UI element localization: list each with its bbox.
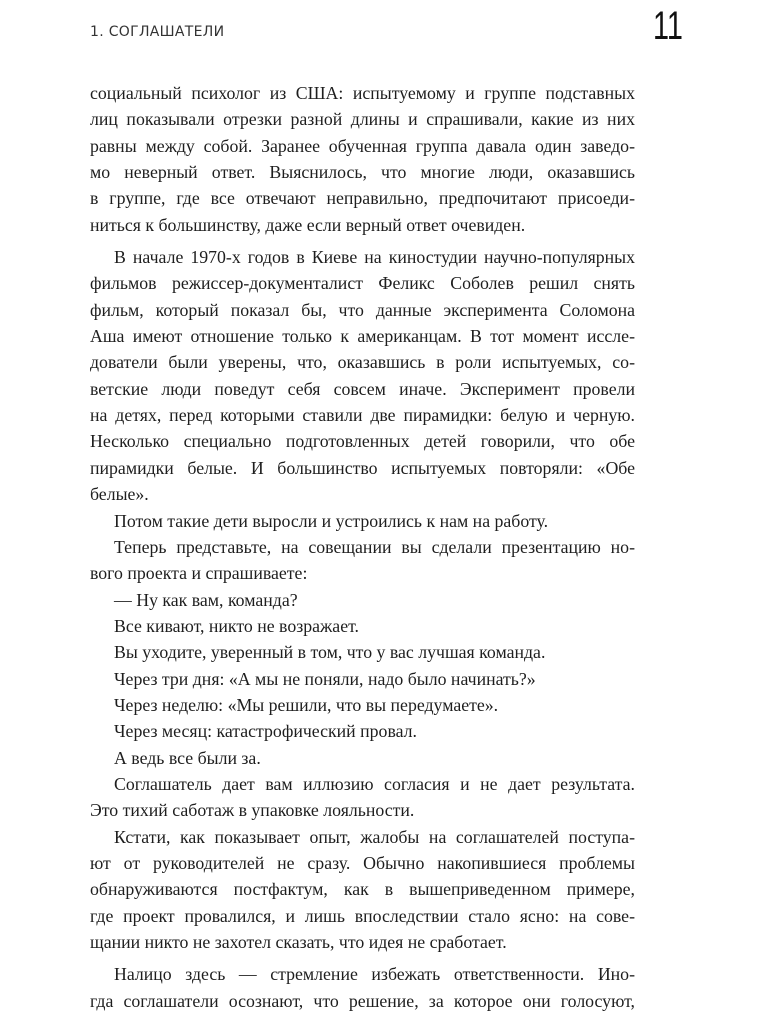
text-line: Через три дня: «А мы не поняли, надо было начинать?» xyxy=(114,668,536,689)
text-line: где проект провалился, и лишь впоследствии стало ясно: на сове- xyxy=(90,905,635,926)
text-line: лиц показывали отрезки разной длины и спрашивали, какие из них xyxy=(90,109,635,130)
running-head: 1. СОГЛАШАТЕЛИ xyxy=(90,24,225,40)
text-line: А ведь все были за. xyxy=(114,747,261,768)
text-line: белые». xyxy=(90,484,149,505)
text-line: ветские люди поведут себя совсем иначе. Эксперимент провели xyxy=(90,378,635,399)
text-line: пирамидки белые. И большинство испытуемых повторяли: «Обе xyxy=(90,457,635,478)
text-line: Все кивают, никто не возражает. xyxy=(114,615,359,636)
text-line: Потом такие дети выросли и устроились к нам на работу. xyxy=(114,510,549,531)
body-text xyxy=(90,80,635,1014)
text-line: обнаруживаются постфактум, как в вышеприведенном примере, xyxy=(90,879,635,900)
text-line: щании никто не захотел сказать, что идея не сработает. xyxy=(90,932,507,952)
text-line: В начале 1970-х годов в Киеве на киностудии научно-популярных xyxy=(114,247,635,268)
text-line: ниться к большинству, даже если верный ответ очевиден. xyxy=(90,214,526,235)
text-line: Несколько специально подготовленных детей говорили, что обе xyxy=(90,431,635,452)
text-line: гда соглашатели осознают, что решение, за которое они голосуют, xyxy=(90,990,635,1011)
text-line: — Ну как вам, команда? xyxy=(114,589,298,610)
text-line: дователи были уверены, что, оказавшись в роли испытуемых, со- xyxy=(90,352,635,373)
text-line: Через месяц: катастрофический провал. xyxy=(114,721,417,742)
page-number: 11 xyxy=(653,4,683,48)
text-line: на детях, перед которыми ставили две пирамидки: белую и черную. xyxy=(90,405,635,426)
text-line: Через неделю: «Мы решили, что вы передумаете». xyxy=(114,694,499,715)
text-line: равны между собой. Заранее обученная группа давала один заведо- xyxy=(90,135,635,156)
text-line: Налицо здесь — стремление избежать ответственности. Ино- xyxy=(114,964,635,985)
text-line: Кстати, как показывает опыт, жалобы на соглашателей поступа- xyxy=(114,826,635,847)
text-line: Соглашатель дает вам иллюзию согласия и не дает результата. xyxy=(114,773,635,794)
text-line: в группе, где все отвечают неправильно, предпочитают присоеди- xyxy=(90,188,635,209)
text-line: ют от руководителей не сразу. Обычно накопившиеся проблемы xyxy=(90,852,635,873)
text-line: Это тихий саботаж в упаковке лояльности. xyxy=(90,800,415,821)
text-line: Аша имеют отношение только к американцам. В тот момент иссле- xyxy=(90,326,635,347)
text-line: Теперь представьте, на совещании вы сделали презентацию но- xyxy=(114,536,635,557)
text-line: Вы уходите, уверенный в том, что у вас лучшая команда. xyxy=(114,642,546,663)
text-line: вого проекта и спрашиваете: xyxy=(90,563,308,584)
text-line: фильм, который показал бы, что данные эксперимента Соломона xyxy=(90,299,635,320)
text-line: мо неверный ответ. Выяснилось, что многие люди, оказавшись xyxy=(90,162,635,183)
text-line: социальный психолог из США: испытуемому и группе подставных xyxy=(90,83,635,103)
text-line: фильмов режиссер-документалист Феликс Соболев решил снять xyxy=(90,273,635,294)
